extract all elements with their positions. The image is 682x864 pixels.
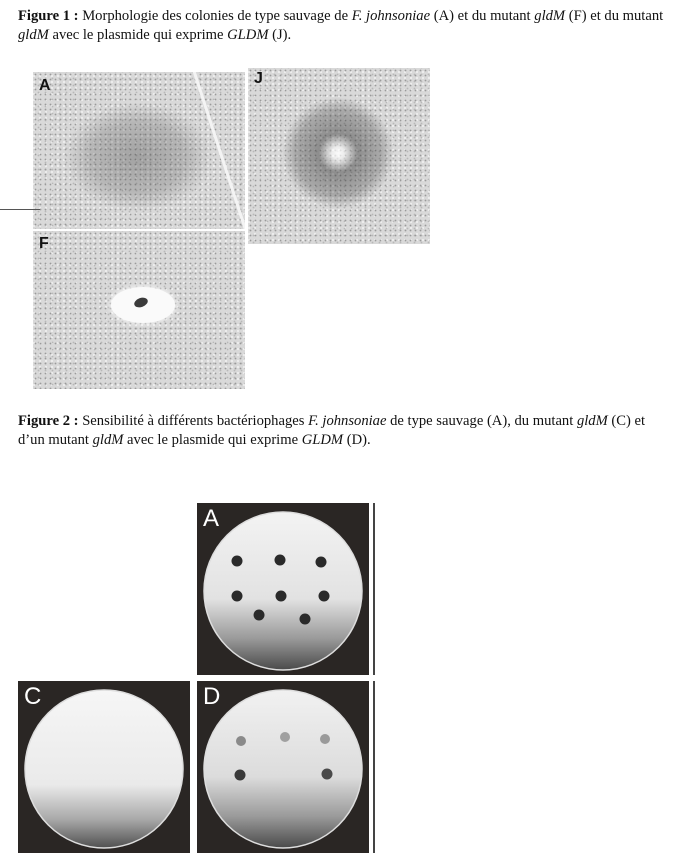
colony-spread bbox=[283, 98, 393, 208]
plaque-spot bbox=[320, 734, 330, 744]
plaque-spot bbox=[275, 555, 286, 566]
scan-line bbox=[0, 209, 40, 210]
divider bbox=[373, 681, 375, 853]
figure2-plate-a bbox=[197, 503, 369, 675]
caption-italic: F. johnsoniae bbox=[308, 413, 387, 429]
plaque-spot bbox=[236, 736, 246, 746]
plate-letter-a: A bbox=[203, 505, 220, 532]
plaque-spot bbox=[254, 610, 265, 621]
caption-text: Morphologie des colonies de type sauvage de bbox=[82, 8, 352, 24]
figure1-panel-f bbox=[33, 231, 245, 389]
plaque-spot bbox=[280, 732, 290, 742]
figure2-plate-d bbox=[197, 681, 369, 853]
caption-text: (F) et du mutant bbox=[565, 8, 664, 24]
petri-dish-a bbox=[197, 503, 369, 675]
agar-plate bbox=[25, 690, 183, 848]
petri-dish-c bbox=[18, 681, 190, 853]
caption-text: (J). bbox=[268, 27, 292, 43]
figure2-label: Figure 2 : bbox=[18, 413, 79, 429]
colony-spread bbox=[63, 102, 213, 212]
figure1-panel-a bbox=[33, 72, 245, 229]
plaque-spot bbox=[232, 591, 243, 602]
plaque-spot bbox=[276, 591, 287, 602]
caption-text: avec le plasmide qui exprime bbox=[48, 27, 228, 43]
caption-italic: gldM bbox=[534, 8, 566, 24]
caption-italic: gldM bbox=[576, 413, 608, 429]
figure2-caption bbox=[18, 412, 668, 450]
caption-text: (C) et d’un mutant bbox=[18, 413, 646, 448]
plaque-spot bbox=[235, 770, 246, 781]
divider bbox=[373, 503, 375, 675]
panel-letter-j: J bbox=[254, 70, 263, 87]
caption-italic: GLDM bbox=[301, 432, 344, 448]
caption-text: de type sauvage (A), du mutant bbox=[386, 413, 577, 429]
caption-text: (A) et du mutant bbox=[430, 8, 535, 24]
caption-text: avec le plasmide qui exprime bbox=[123, 432, 302, 448]
figure1-panel-j bbox=[248, 68, 430, 244]
agar-plate bbox=[204, 690, 362, 848]
caption-text: Sensibilité à différents bactériophages bbox=[82, 413, 309, 429]
petri-dish-d bbox=[197, 681, 369, 853]
plate-letter-c: C bbox=[24, 683, 42, 710]
plaque-spot bbox=[319, 591, 330, 602]
panel-letter-a: A bbox=[39, 77, 51, 94]
caption-italic: gldM bbox=[92, 432, 124, 448]
figure2-plate-c bbox=[18, 681, 190, 853]
plaque-spot bbox=[300, 614, 311, 625]
figure1-label: Figure 1 : bbox=[18, 8, 79, 24]
caption-italic: gldM bbox=[18, 27, 49, 43]
caption-text: (D). bbox=[343, 432, 371, 448]
plaque-spot bbox=[316, 557, 327, 568]
plaque-spot bbox=[322, 769, 333, 780]
plate-letter-d: D bbox=[203, 683, 221, 710]
caption-italic: F. johnsoniae bbox=[351, 8, 431, 24]
panel-letter-f: F bbox=[39, 235, 49, 252]
figure1-caption bbox=[18, 7, 668, 45]
caption-italic: GLDM bbox=[227, 27, 269, 43]
plaque-spot bbox=[232, 556, 243, 567]
